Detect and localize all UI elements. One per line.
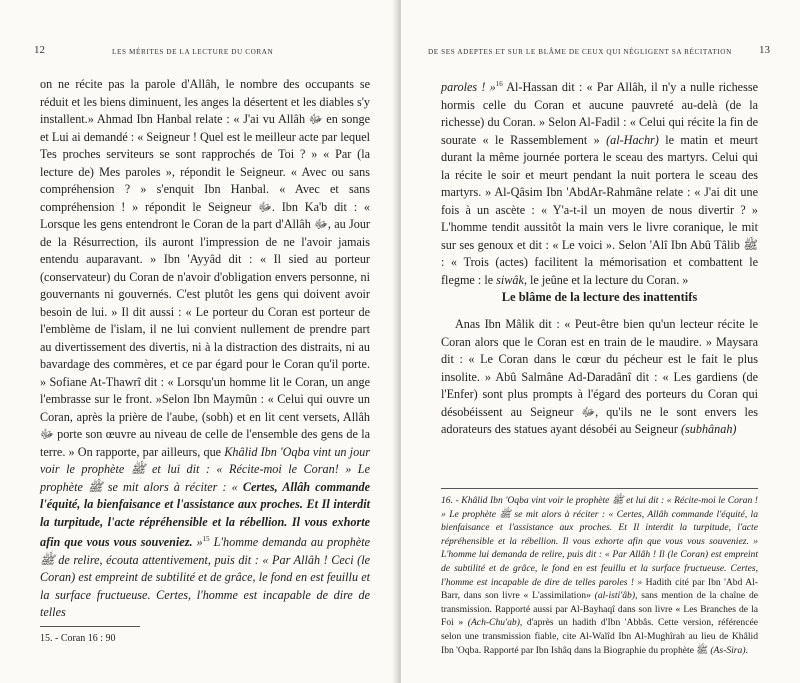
text-run: Al-Hassan dit : « Par Allâh, il n'y a nulle richesse hormis celle du Coran et aucune pauvreté au-delà (de la richesse) du Coran. » Selon Al-Fadil : « Celui qui récite la fin de sourate « le Rassemblement » xyxy=(441,80,758,147)
section-heading: Le blâme de la lecture des inattentifs xyxy=(501,290,698,304)
right-page xyxy=(401,0,800,683)
text-run-italic: (subhânah) xyxy=(680,422,737,436)
text-run-italic: 16. - Khâlid Ibn 'Oqba vint voir le prophète ﷺ et lui dit : « Récite-moi le Coran ! » Le prophète ﷺ se mit alors à réciter : « Certes, Allâh commande l'équité, la bienfaisance et l'assistance aux proches. Et Il interdit la turpitude, l'acte répréhensible et la rébellion. Il vous exhorte afin que vous vous souveniez. » L'homme lui demanda de relire, puis dit : « Par Allâh ! Il (le Coran) est empreint de subtilité et de grâce, le fond en est feuillu et la surface fructueuse. Certes, l'homme est incapable de dire de telles paroles ! » xyxy=(441,495,758,588)
footnote-paragraph xyxy=(441,494,758,657)
text-run-italic: (al-isti'âb) xyxy=(594,590,636,602)
text-run-italic: L'homme demanda au prophète ﷺ de relire, écouta attentivement, puis dit : « Par Allâh ! Ceci (le Coran) est empreint de subtilité et de grâce, le fond en est feuillu et la surface fructueuse. Certes, l'homme est incapable de dire de telles xyxy=(40,535,370,620)
text-run-italic: siwâk xyxy=(496,272,524,287)
footnote: 15. - Coran 16 : 90 xyxy=(40,633,116,644)
quran-quote: Certes, Allâh commande l'équité, la bienfaisance et l'assistance aux proches. Et Il interdit la turpitude, l'acte répréhensible et la rébellion. Il vous exhorte afin que vous vous souveniez. xyxy=(40,479,370,550)
footnote-rule xyxy=(40,626,140,627)
text-run: le matin et meurt durant la même journée portera le sceau des martyrs. Celui qui la récite le soir et meurt pendant la nuit portera le sceau des martyrs. » Al-Qâsim Ibn 'AbdAr-Rahmâne relate : « J'ai dit une fois à un ascète : « Y'a-t-il un moyen de nous divertir ? » L'homme tendit aussitôt la main vers le livre coranique, le mit sur ses genoux et dit : « Le voici ». Selon 'Alî Ibn Abû Tâlib ﷺ : « Trois (actes) facilitent la mémorisation et combattent le flegme : le xyxy=(441,132,758,287)
right-paragraph xyxy=(441,316,758,439)
left-paragraph xyxy=(40,76,370,622)
text-run-italic: (As-Sira) xyxy=(710,644,746,656)
text-run: , le jeûne et la lecture du Coran. » xyxy=(523,272,689,287)
running-head: DE SES ADEPTES ET SUR LE BLÂME DE CEUX QUI NÉGLIGENT SA RÉCITATION xyxy=(428,48,732,56)
left-page xyxy=(0,0,399,683)
text-run: , d'après un hadith d'Ibn 'Abbâs. Cette version, référencée selon une transmission fiable, cite Al-Walîd Ibn Al-Mughîrah au lieu de Khâlid Ibn 'Oqba. Rapporté par Ibn Ishâq dans la Biographie du prophète ﷺ xyxy=(441,617,758,656)
text-run: on ne récite pas la parole d'Allâh, le nombre des occupants se réduit et les biens diminuent, les anges la désertent et les diables s'y installent.» Ahmad Ibn Hanbal relate : « J'ai vu Allâh ﷻ en songe et Lui ai demandé : « Seigneur ! Quel est le meilleur acte par lequel Tes proches serviteurs se sont rapprochés de Toi ? » « Par (la lecture de) Mes paroles », répondit le Seigneur. « Avec ou sans compréhension ? » s'enquit Ibn Hanbal. « Avec et sans compréhension ! » répondit le Seigneur ﷻ. Ibn Ka'b dit : « Lorsque les gens entendront le Coran de la part d'Allâh ﷻ, au Jour de la Résurrection, ils auront l'impression de ne l'avoir jamais entendu auparavant. » Ibn 'Ayyâd dit : « Il sied au porteur (conservateur) du Coran de n'avoir d'obligation envers personne, ni gouvernants ni gouvernés. C'est plutôt les gens qui doivent avoir besoin de lui. » Il dit aussi : « Le porteur du Coran est porteur de l'emblème de l'islam, il ne lui convient nullement de prendre part au divertissement des divertis, ni à la distraction des distraits, ni au bavardage des commères, et ce par égard pour le Coran qu'il porte. » Sofiane At-Thawrî dit : « Lorsqu'un homme lit le Coran, un ange l'embrasse sur le front. »Selon Ibn Maymûn : « Celui qui ouvre un Coran, après la prière de l'aube, (sobh) et en lit cent versets, Allâh ﷻ porte son œuvre au niveau de celle de l'ensemble des gens de la terre. » On rapporte, par ailleurs, que xyxy=(40,77,371,459)
text-run-italic: paroles ! » xyxy=(441,80,496,95)
text-run-italic: (Ach-Chu'ab) xyxy=(467,617,520,629)
footnote-marker: 15 xyxy=(202,535,210,543)
text-run-italic: Khâlid Ibn 'Oqba vint un jour voir le prophète ﷺ et lui dit : « Récite-moi le Coran! » Le prophète ﷺ se mit alors à réciter : « xyxy=(40,444,370,494)
left-body-text xyxy=(40,76,370,622)
text-run: Hadith cité par Ibn 'Abd Al-Barr, dans son livre « L'assimilation» xyxy=(441,576,758,602)
page-number: 13 xyxy=(759,44,770,56)
footnote-rule xyxy=(441,488,758,489)
footnote xyxy=(441,494,758,657)
text-run: Anas Ibn Mâlik dit : « Peut-être bien qu'un lecteur récite le Coran alors que le Coran est en train de le maudire. » Maysara dit : « Le Coran dans le cœur du pécheur est le fait le plus insolite. » Abû Salmâne Ad-Daradânî dit : « Les gardiens (de l'Enfer) sont plus prompts à l'égard des porteurs du Coran qui désobéissent au Seigneur ﷻ, qu'ils ne le sont envers les adorateurs des statues ayant désobéi au Seigneur xyxy=(441,317,758,436)
right-paragraph xyxy=(441,76,758,289)
page-number: 12 xyxy=(34,44,45,56)
text-run: . xyxy=(745,644,748,656)
right-body-text-2 xyxy=(441,316,758,439)
running-head: LES MÉRITES DE LA LECTURE DU CORAN xyxy=(112,48,274,56)
text-run-italic: (al-Hachr) xyxy=(606,132,659,147)
text-run: , sans mention de la chaîne de transmission. Rapporté aussi par Al-Bayhaqî dans son livre « Les Branches de la Foi » xyxy=(441,590,759,629)
right-body-text xyxy=(441,76,758,289)
footnote-marker: 16 xyxy=(495,80,503,88)
text-run-italic: » xyxy=(192,535,203,550)
